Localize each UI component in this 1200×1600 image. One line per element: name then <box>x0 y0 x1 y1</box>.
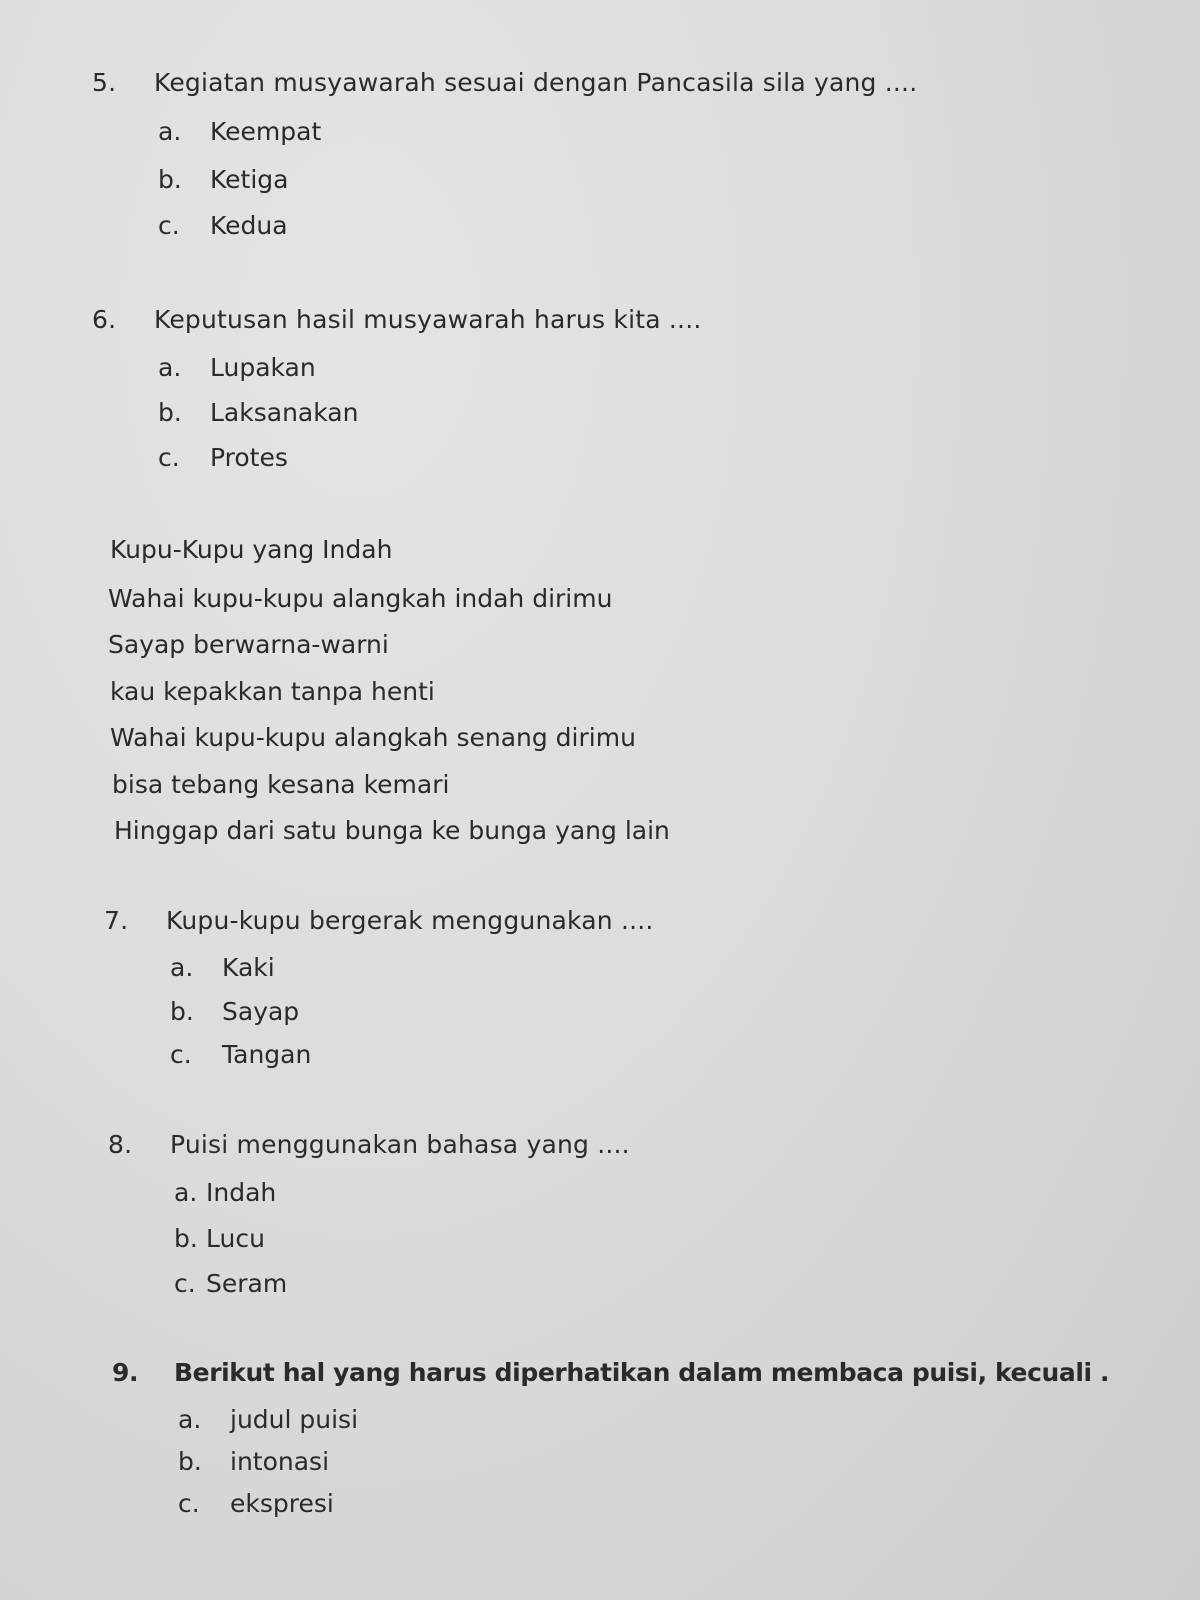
option-6b <box>158 398 358 427</box>
option-letter: a. <box>158 117 182 146</box>
option-letter: a. <box>178 1405 202 1434</box>
option-6c <box>158 443 288 472</box>
option-7c <box>170 1040 311 1069</box>
option-text: Ketiga <box>210 165 289 194</box>
poem-line: Wahai kupu-kupu alangkah indah dirimu <box>108 584 613 613</box>
poem-title: Kupu-Kupu yang Indah <box>110 535 393 564</box>
option-letter: b. <box>158 165 182 194</box>
option-9c <box>178 1489 334 1518</box>
option-8b <box>174 1224 265 1253</box>
option-text: Lupakan <box>210 353 316 382</box>
poem-line: Wahai kupu-kupu alangkah senang dirimu <box>110 723 636 752</box>
option-6a <box>158 353 316 382</box>
question-text: Kupu-kupu bergerak menggunakan .... <box>166 906 654 935</box>
option-7b <box>170 997 299 1026</box>
option-text: Sayap <box>222 997 300 1026</box>
option-text: Protes <box>210 443 288 472</box>
option-letter: c. <box>174 1269 196 1298</box>
question-number: 6. <box>92 305 117 334</box>
option-letter: a. <box>170 953 194 982</box>
option-9b <box>178 1447 329 1476</box>
option-text: Laksanakan <box>210 398 359 427</box>
option-letter: b. <box>174 1224 198 1253</box>
option-letter: c. <box>170 1040 192 1069</box>
question-text: Kegiatan musyawarah sesuai dengan Pancasila sila yang .... <box>154 68 918 97</box>
option-text: Indah <box>206 1178 277 1207</box>
option-letter: a. <box>174 1178 198 1207</box>
option-text: ekspresi <box>230 1489 334 1518</box>
option-letter: a. <box>158 353 182 382</box>
option-9a <box>178 1405 358 1434</box>
poem-line: Hinggap dari satu bunga ke bunga yang lain <box>114 816 670 845</box>
option-letter: b. <box>170 997 194 1026</box>
question-text: Keputusan hasil musyawarah harus kita .... <box>154 305 702 334</box>
option-letter: c. <box>158 443 180 472</box>
question-number: 8. <box>108 1130 133 1159</box>
question-5 <box>92 68 917 97</box>
option-letter: c. <box>178 1489 200 1518</box>
question-7 <box>104 906 654 935</box>
option-7a <box>170 953 275 982</box>
option-text: Tangan <box>222 1040 312 1069</box>
poem-line: kau kepakkan tanpa henti <box>110 677 435 706</box>
question-text: Puisi menggunakan bahasa yang .... <box>170 1130 630 1159</box>
question-6 <box>92 305 702 334</box>
option-text: Kaki <box>222 953 275 982</box>
poem-line: Sayap berwarna-warni <box>108 630 389 659</box>
question-9 <box>112 1358 1109 1387</box>
option-8c <box>174 1269 287 1298</box>
option-text: Kedua <box>210 211 288 240</box>
option-letter: b. <box>178 1447 202 1476</box>
option-5a <box>158 117 321 146</box>
question-text: Berikut hal yang harus diperhatikan dalam membaca puisi, kecuali . <box>174 1358 1110 1387</box>
question-8 <box>108 1130 630 1159</box>
question-number: 5. <box>92 68 117 97</box>
option-text: Seram <box>206 1269 288 1298</box>
question-number: 9. <box>112 1358 139 1387</box>
option-text: judul puisi <box>230 1405 359 1434</box>
option-letter: c. <box>158 211 180 240</box>
option-8a <box>174 1178 276 1207</box>
option-text: intonasi <box>230 1447 330 1476</box>
question-number: 7. <box>104 906 129 935</box>
option-5c <box>158 211 288 240</box>
option-text: Keempat <box>210 117 322 146</box>
option-5b <box>158 165 288 194</box>
option-text: Lucu <box>206 1224 265 1253</box>
option-letter: b. <box>158 398 182 427</box>
poem-line: bisa tebang kesana kemari <box>112 770 450 799</box>
